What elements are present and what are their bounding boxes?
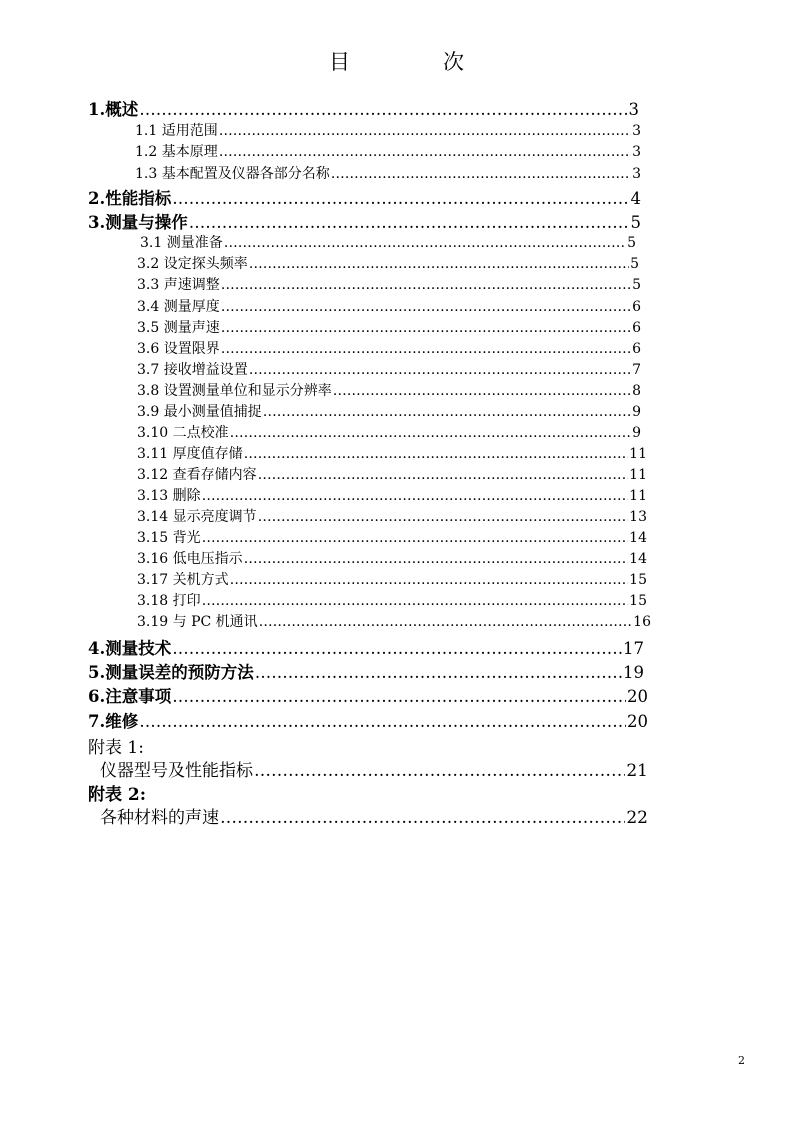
toc-entry-page: 11 [629,488,647,504]
toc-entry-3-19[interactable] [137,611,651,631]
toc-entry-label: 3.16 低电压指示 [137,551,243,567]
toc-entry-3-15[interactable] [137,527,647,547]
toc-entry-label: 3.12 查看存储内容 [137,467,257,483]
toc-entry-page: 14 [629,551,647,567]
toc-entry-3-14[interactable] [137,506,647,526]
toc-entry-label: 附表 1: [88,738,144,758]
dot-leader [202,488,629,504]
dot-leader [172,687,626,706]
toc-entry-label: 3.7 接收增益设置 [137,362,248,378]
dot-leader [244,551,629,567]
toc-entry-page: 8 [632,383,641,399]
toc-entry-page: 11 [629,446,647,462]
toc-entry-page: 17 [623,639,644,658]
toc-entry-page: 20 [627,712,648,731]
toc-entry-3-11[interactable] [137,443,647,463]
toc-entry-3-16[interactable] [137,548,647,568]
dot-leader [221,341,631,357]
dot-leader [258,467,629,483]
toc-entry-3-9[interactable] [137,401,641,421]
toc-entry-page: 6 [632,299,641,315]
toc-entry-page: 9 [632,425,641,441]
toc-entry-page: 5 [630,256,639,272]
toc-entry-label: 3.3 声速调整 [137,277,220,293]
dot-leader [255,663,622,682]
dot-leader [263,404,631,420]
toc-entry-page: 6 [632,320,641,336]
toc-entry-label: 3.15 背光 [137,530,201,546]
toc-entry-page: 3 [632,123,641,139]
toc-entry-label: 仪器型号及性能指标 [100,761,253,781]
toc-entry-label: 3.4 测量厚度 [137,299,220,315]
dot-leader [331,166,631,182]
toc-entry-label: 3.测量与操作 [88,213,188,232]
toc-entry-page: 7 [632,362,641,378]
toc-entry-label: 3.9 最小测量值捕捉 [137,404,262,420]
dot-leader [172,639,622,658]
toc-entry-1-1[interactable] [135,120,641,140]
toc-entry-page: 5 [632,277,641,293]
toc-entry-6[interactable] [88,683,648,707]
toc-entry-appendix-2[interactable] [100,803,648,828]
dot-leader [202,530,629,546]
dot-leader [244,446,629,462]
toc-entry-3-2[interactable] [137,253,639,273]
toc-entry-page: 22 [626,808,648,828]
toc-entry-page: 21 [626,761,648,781]
dot-leader [230,572,629,588]
toc-entry-4[interactable] [88,635,644,659]
toc-entry-page: 9 [632,404,641,420]
toc-entry-label: 3.19 与 PC 机通讯 [137,614,258,630]
toc-entry-page: 3 [628,100,639,119]
toc-entry-label: 1.概述 [88,100,139,119]
toc-entry-page: 3 [632,144,641,160]
dot-leader [249,362,631,378]
dot-leader [221,277,631,293]
toc-entry-page: 4 [630,189,641,208]
toc-entry-label: 3.5 测量声速 [137,320,220,336]
dot-leader [333,383,631,399]
toc-entry-label: 1.3 基本配置及仪器各部分名称 [135,166,330,182]
dot-leader [221,320,631,336]
toc-entry-page: 20 [627,687,648,706]
toc-entry-5[interactable] [88,659,644,683]
toc-entry-3-5[interactable] [137,317,641,337]
appendix-1-heading [88,733,144,758]
toc-entry-1-2[interactable] [135,141,641,161]
toc-entry-appendix-1[interactable] [100,756,648,781]
toc-entry-3[interactable] [88,209,641,233]
appendix-2-heading [88,780,146,805]
toc-entry-page: 11 [629,467,647,483]
dot-leader [139,712,626,731]
toc-entry-3-8[interactable] [137,380,641,400]
dot-leader [258,509,629,525]
toc-entry-1-3[interactable] [135,163,641,183]
dot-leader [189,213,630,232]
dot-leader [259,614,633,630]
toc-entry-2[interactable] [88,185,641,209]
toc-entry-label: 7.维修 [88,712,139,731]
toc-entry-label: 各种材料的声速 [100,808,219,828]
toc-title: 目 次 [329,50,500,74]
dot-leader [219,123,631,139]
toc-entry-label: 3.18 打印 [137,593,201,609]
toc-entry-page: 19 [623,663,644,682]
toc-entry-label: 附表 2: [88,785,147,805]
toc-entry-label: 4.测量技术 [88,639,172,658]
toc-entry-label: 3.2 设定探头频率 [137,256,248,272]
toc-entry-3-6[interactable] [137,338,641,358]
toc-entry-label: 3.11 厚度值存储 [137,446,243,462]
toc-entry-page: 5 [630,213,641,232]
dot-leader [254,761,625,781]
toc-entry-3-7[interactable] [137,359,641,379]
toc-entry-label: 6.注意事项 [88,687,172,706]
dot-leader [202,593,629,609]
toc-entry-3-3[interactable] [137,274,641,294]
dot-leader [249,256,629,272]
toc-entry-label: 3.14 显示亮度调节 [137,509,257,525]
toc-entry-label: 3.6 设置限界 [137,341,220,357]
dot-leader [224,235,626,251]
toc-entry-3-13[interactable] [137,485,647,505]
toc-entry-label: 3.13 删除 [137,488,201,504]
dot-leader [139,100,627,119]
toc-entry-3-12[interactable] [137,464,647,484]
toc-entry-1[interactable] [88,96,639,120]
toc-entry-label: 3.17 关机方式 [137,572,229,588]
toc-entry-3-1[interactable] [140,232,636,252]
dot-leader [219,144,631,160]
page-number: 2 [738,1054,745,1067]
toc-entry-page: 16 [633,614,651,630]
toc-entry-page: 15 [629,593,647,609]
toc-entry-label: 3.1 测量准备 [140,235,223,251]
toc-entry-7[interactable] [88,708,648,732]
toc-entry-label: 5.测量误差的预防方法 [88,663,254,682]
toc-entry-label: 1.2 基本原理 [135,144,218,160]
toc-entry-page: 3 [632,166,641,182]
toc-entry-3-10[interactable] [137,422,641,442]
toc-entry-3-4[interactable] [137,296,641,316]
toc-entry-3-18[interactable] [137,590,647,610]
toc-entry-label: 3.10 二点校准 [137,425,229,441]
toc-entry-label: 1.1 适用范围 [135,123,218,139]
toc-entry-page: 5 [627,235,636,251]
toc-entry-page: 15 [629,572,647,588]
toc-entry-label: 3.8 设置测量单位和显示分辨率 [137,383,332,399]
toc-entry-label: 2.性能指标 [88,189,172,208]
dot-leader [220,808,625,828]
toc-entry-page: 13 [629,509,647,525]
dot-leader [221,299,631,315]
toc-entry-3-17[interactable] [137,569,647,589]
dot-leader [172,189,629,208]
toc-entry-page: 14 [629,530,647,546]
toc-entry-page: 6 [632,341,641,357]
dot-leader [230,425,631,441]
